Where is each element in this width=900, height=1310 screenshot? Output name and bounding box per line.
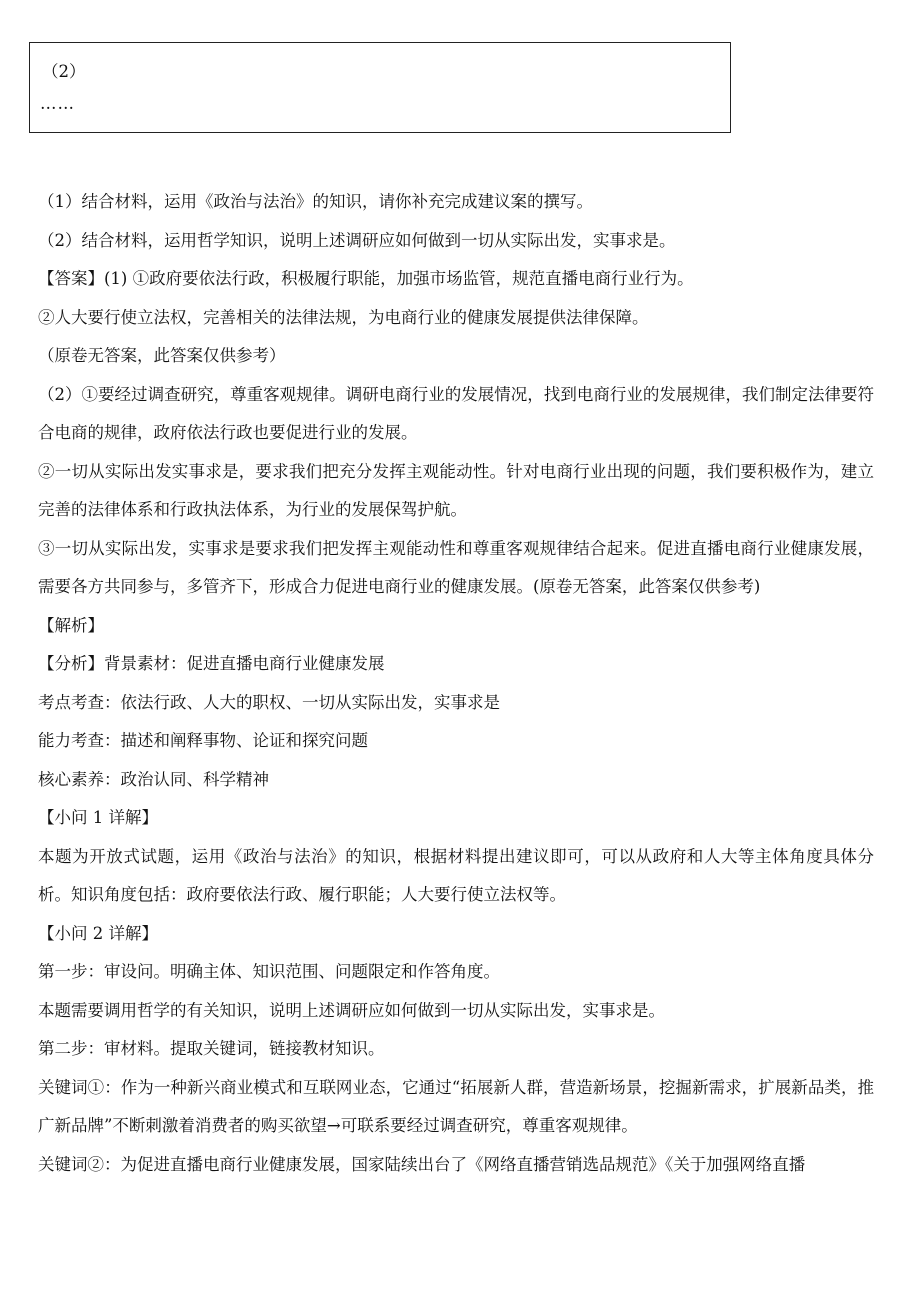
subquestion-2-heading: 【小问 2 详解】 <box>38 923 158 943</box>
keyword-2: 关键词②：为促进直播电商行业健康发展，国家陆续出台了《网络直播营销选品规范》《关于加强网络直播 <box>38 1154 806 1174</box>
question-1: （1）结合材料，运用《政治与法治》的知识，请你补充完成建议案的撰写。 <box>38 192 593 211</box>
proposal-box <box>29 42 731 133</box>
answer-1-note: （原卷无答案，此答案仅供参考） <box>38 346 286 365</box>
box-line-2-ellipsis: …… <box>40 94 75 113</box>
document-body <box>38 183 874 1184</box>
step-1-body: 本题需要调用哲学的有关知识，说明上述调研应如何做到一切从实际出发，实事求是。 <box>38 1000 665 1020</box>
keyword-1: 关键词①：作为一种新兴商业模式和互联网业态，它通过“拓展新人群，营造新场景，挖掘新需求，扩展新品类，推广新品牌”不断刺激着消费者的购买欲望→可联系要经过调查研究，尊重客观规律。 <box>38 1077 874 1135</box>
subquestion-1-heading: 【小问 1 详解】 <box>38 808 158 827</box>
step-1: 第一步：审设问。明确主体、知识范围、问题限定和作答角度。 <box>38 962 500 981</box>
step-2: 第二步：审材料。提取关键词，链接教材知识。 <box>38 1039 385 1058</box>
answer-2-point-1: （2）①要经过调查研究，尊重客观规律。调研电商行业的发展情况，找到电商行业的发展规律，我们制定法律要符合电商的规律，政府依法行政也要促进行业的发展。 <box>38 384 874 442</box>
question-2: （2）结合材料，运用哲学知识，说明上述调研应如何做到一切从实际出发，实事求是。 <box>38 230 676 250</box>
answer-2-point-3: ③一切从实际出发，实事求是要求我们把发挥主观能动性和尊重客观规律结合起来。促进直播电商行业健康发展，需要各方共同参与，多管齐下，形成合力促进电商行业的健康发展。(原卷无答案，此答案仅供参考) <box>38 538 874 596</box>
analysis-ability: 能力考查：描述和阐释事物、论证和探究问题 <box>38 731 368 750</box>
analysis-core-literacy: 核心素养：政治认同、科学精神 <box>38 769 269 789</box>
box-line-1: （2） <box>42 62 86 81</box>
subquestion-1-body: 本题为开放式试题，运用《政治与法治》的知识，根据材料提出建议即可，可以从政府和人大等主体角度具体分析。知识角度包括：政府要依法行政、履行职能；人大要行使立法权等。 <box>38 846 874 904</box>
answer-1-point-1: 【答案】(1) ①政府要依法行政，积极履行职能，加强市场监管，规范直播电商行业行为。 <box>38 269 694 288</box>
answer-1-point-2: ②人大要行使立法权，完善相关的法律法规，为电商行业的健康发展提供法律保障。 <box>38 307 649 327</box>
analysis-background: 【分析】背景素材：促进直播电商行业健康发展 <box>38 654 385 673</box>
answer-2-point-2: ②一切从实际出发实事求是，要求我们把充分发挥主观能动性。针对电商行业出现的问题，我们要积极作为，建立完善的法律体系和行政执法体系，为行业的发展保驾护航。 <box>38 461 874 519</box>
analysis-test-points: 考点考查：依法行政、人大的职权、一切从实际出发，实事求是 <box>38 692 500 712</box>
analysis-heading: 【解析】 <box>38 615 104 635</box>
